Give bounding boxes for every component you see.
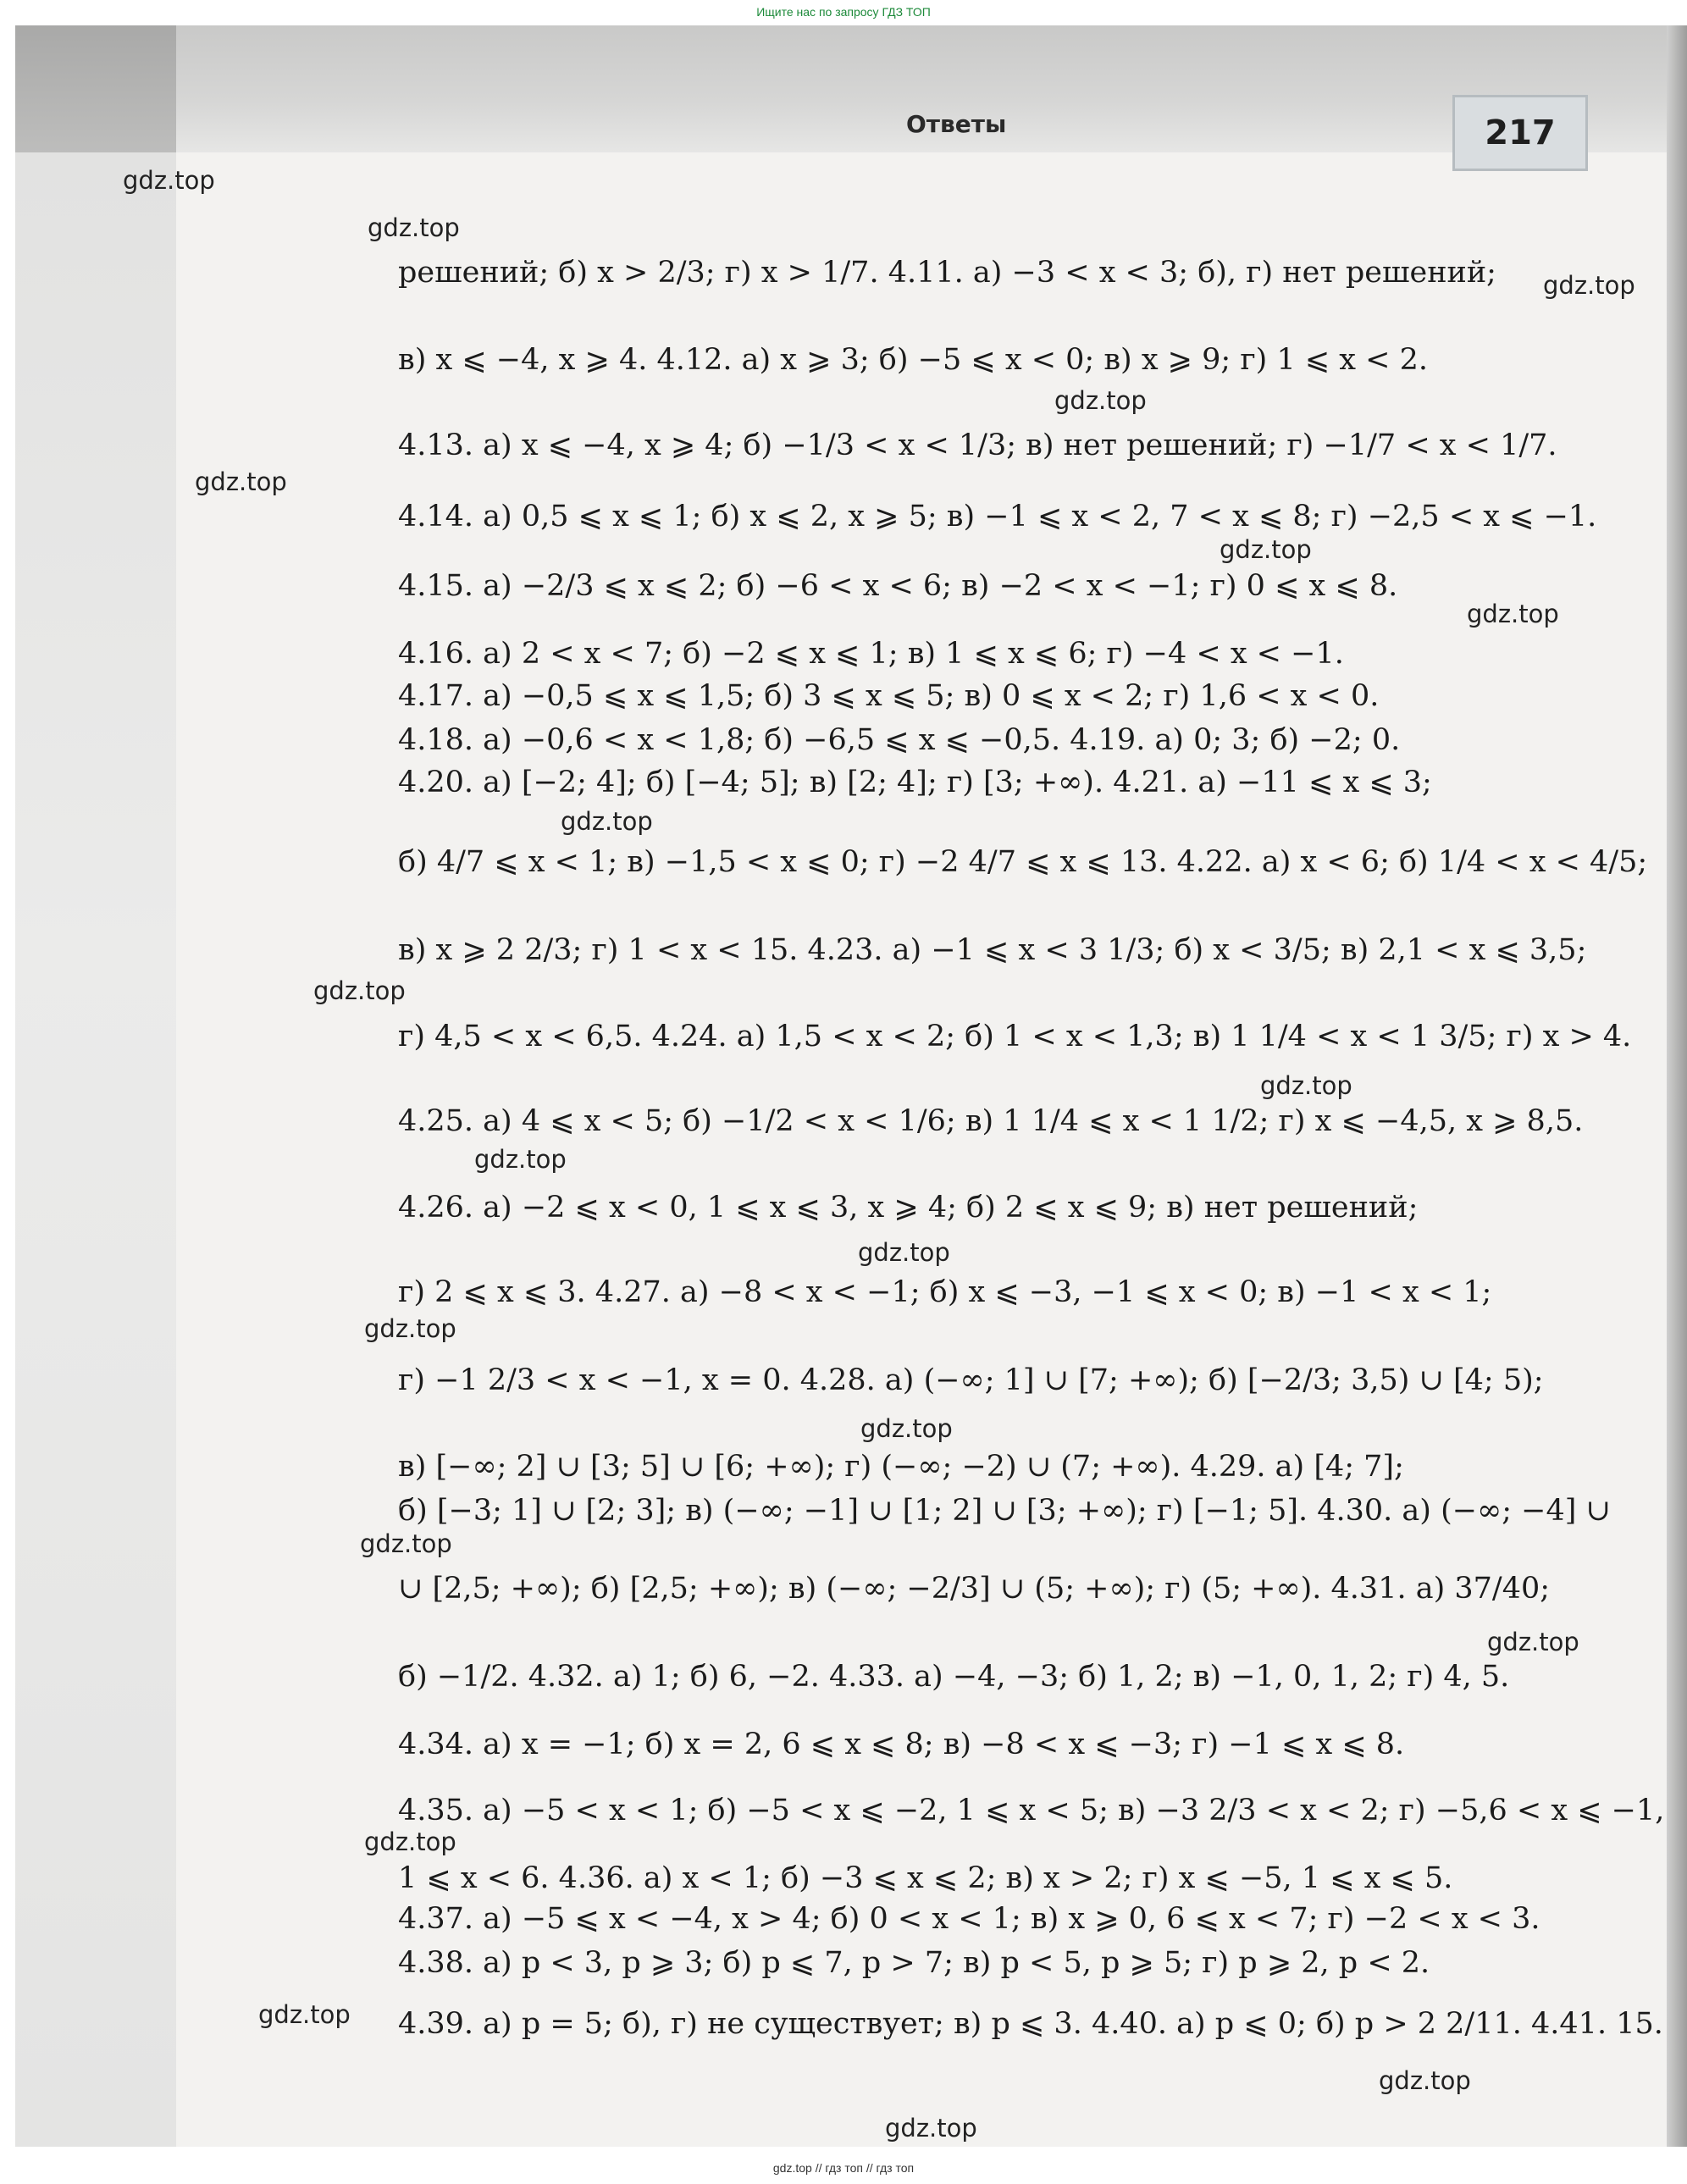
answer-line: б) 4/7 ⩽ x < 1; в) −1,5 < x ⩽ 0; г) −2 4/7 ⩽ x ⩽ 13. 4.22. а) x < 6; б) 1/4 < x < 4/5; [398,845,1648,879]
watermark: gdz.top [360,1529,452,1558]
answer-line: 4.13. а) x ⩽ −4, x ⩾ 4; б) −1/3 < x < 1/3; в) нет решений; г) −1/7 < x < 1/7. [398,429,1557,462]
answer-line: 4.38. а) p < 3, p ⩾ 3; б) p ⩽ 7, p > 7; в) p < 5, p ⩾ 5; г) p ⩾ 2, p < 2. [398,1946,1430,1980]
left-margin-strip [15,152,176,2147]
header-dark-corner [15,25,176,152]
answer-line: 4.37. а) −5 ⩽ x < −4, x > 4; б) 0 < x < 1; в) x ⩾ 0, 6 ⩽ x < 7; г) −2 < x < 3. [398,1902,1540,1936]
watermark: gdz.top [368,213,460,242]
watermark: gdz.top [313,976,406,1005]
watermark: gdz.top [1220,535,1312,564]
page-number: 217 [1452,95,1588,171]
page-title: Ответы [906,110,1007,138]
watermark: gdz.top [860,1414,953,1443]
answer-line: решений; б) x > 2/3; г) x > 1/7. 4.11. а) −3 < x < 3; б), г) нет решений; [398,256,1496,290]
answer-line: г) 2 ⩽ x ⩽ 3. 4.27. а) −8 < x < −1; б) x ⩽ −3, −1 ⩽ x < 0; в) −1 < x < 1; [398,1275,1492,1309]
top-banner[interactable]: Ищите нас по запросу ГДЗ ТОП [756,5,931,19]
watermark: gdz.top [1260,1071,1352,1100]
watermark: gdz.top [1379,2066,1471,2095]
answer-line: 4.16. а) 2 < x < 7; б) −2 ⩽ x ⩽ 1; в) 1 ⩽ x ⩽ 6; г) −4 < x < −1. [398,637,1344,671]
answer-line: б) −1/2. 4.32. а) 1; б) 6, −2. 4.33. а) −4, −3; б) 1, 2; в) −1, 0, 1, 2; г) 4, 5. [398,1660,1510,1694]
watermark: gdz.top [364,1827,456,1856]
watermark: gdz.top [1054,386,1147,415]
answer-line: ∪ [2,5; +∞); б) [2,5; +∞); в) (−∞; −2/3] ∪ (5; +∞); г) (5; +∞). 4.31. а) 37/40; [398,1572,1551,1606]
watermark: gdz.top [561,807,653,836]
answer-line: в) x ⩽ −4, x ⩾ 4. 4.12. а) x ⩾ 3; б) −5 ⩽ x < 0; в) x ⩾ 9; г) 1 ⩽ x < 2. [398,343,1428,377]
watermark: gdz.top [123,166,215,195]
watermark: gdz.top [1467,600,1559,628]
answer-line: 4.15. а) −2/3 ⩽ x ⩽ 2; б) −6 < x < 6; в) −2 < x < −1; г) 0 ⩽ x ⩽ 8. [398,569,1398,603]
answer-line: 4.17. а) −0,5 ⩽ x ⩽ 1,5; б) 3 ⩽ x ⩽ 5; в) 0 ⩽ x < 2; г) 1,6 < x < 0. [398,679,1380,713]
answer-line: г) −1 2/3 < x < −1, x = 0. 4.28. а) (−∞; 1] ∪ [7; +∞); б) [−2/3; 3,5) ∪ [4; 5); [398,1363,1544,1397]
book-spine [1667,25,1687,2147]
answer-line: 4.35. а) −5 < x < 1; б) −5 < x ⩽ −2, 1 ⩽ x < 5; в) −3 2/3 < x < 2; г) −5,6 < x ⩽ −1, [398,1794,1665,1827]
answer-line: 4.26. а) −2 ⩽ x < 0, 1 ⩽ x ⩽ 3, x ⩾ 4; б) 2 ⩽ x ⩽ 9; в) нет решений; [398,1191,1419,1225]
answer-line: 4.25. а) 4 ⩽ x < 5; б) −1/2 < x < 1/6; в) 1 1/4 ⩽ x < 1 1/2; г) x ⩽ −4,5, x ⩾ 8,5. [398,1104,1584,1138]
answer-line: б) [−3; 1] ∪ [2; 3]; в) (−∞; −1] ∪ [1; 2] ∪ [3; +∞); г) [−1; 5]. 4.30. а) (−∞; −4] ∪ [398,1494,1611,1528]
answer-line: г) 4,5 < x < 6,5. 4.24. а) 1,5 < x < 2; б) 1 < x < 1,3; в) 1 1/4 < x < 1 3/5; г) x > 4. [398,1020,1632,1053]
answer-line: 4.14. а) 0,5 ⩽ x ⩽ 1; б) x ⩽ 2, x ⩾ 5; в) −1 ⩽ x < 2, 7 < x ⩽ 8; г) −2,5 < x ⩽ −1. [398,500,1597,534]
answer-line: в) [−∞; 2] ∪ [3; 5] ∪ [6; +∞); г) (−∞; −2) ∪ (7; +∞). 4.29. а) [4; 7]; [398,1450,1404,1484]
watermark: gdz.top [474,1145,567,1174]
answer-line: 4.20. а) [−2; 4]; б) [−4; 5]; в) [2; 4]; г) [3; +∞). 4.21. а) −11 ⩽ x ⩽ 3; [398,766,1432,799]
watermark: gdz.top [1543,271,1635,300]
watermark: gdz.top [885,2114,977,2143]
watermark: gdz.top [858,1238,950,1267]
answer-line: 4.18. а) −0,6 < x < 1,8; б) −6,5 ⩽ x ⩽ −0,5. 4.19. а) 0; 3; б) −2; 0. [398,723,1401,757]
watermark: gdz.top [1487,1628,1579,1656]
answer-line: 1 ⩽ x < 6. 4.36. а) x < 1; б) −3 ⩽ x ⩽ 2; в) x > 2; г) x ⩽ −5, 1 ⩽ x ⩽ 5. [398,1861,1453,1895]
answer-line: в) x ⩾ 2 2/3; г) 1 < x < 15. 4.23. а) −1 ⩽ x < 3 1/3; б) x < 3/5; в) 2,1 < x ⩽ 3,5; [398,933,1587,967]
answer-line: 4.34. а) x = −1; б) x = 2, 6 ⩽ x ⩽ 8; в) −8 < x ⩽ −3; г) −1 ⩽ x ⩽ 8. [398,1728,1405,1761]
header-band [15,25,1687,152]
answer-line: 4.39. а) p = 5; б), г) не существует; в) p ⩽ 3. 4.40. а) p ⩽ 0; б) p > 2 2/11. 4.41. 15. [398,2007,1663,2041]
watermark: gdz.top [195,467,287,496]
watermark: gdz.top [364,1314,456,1343]
watermark: gdz.top [258,2000,351,2029]
bottom-banner[interactable]: gdz.top // гдз топ // гдз топ [772,2161,915,2175]
